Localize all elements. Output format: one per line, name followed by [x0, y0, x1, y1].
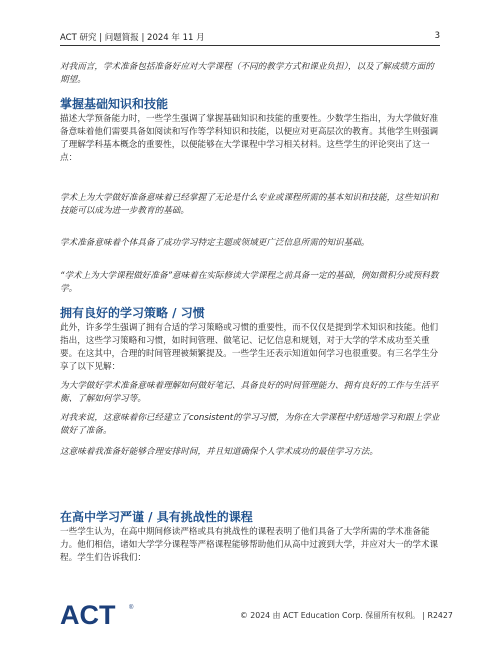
- quote-knowledge-1: 学术上为大学做好准备意味着已经掌握了无论是什么专业或课程所需的基本知识和技能，这些知识和技能可以成为进一步教育的基础。: [60, 193, 439, 216]
- act-logo-text: ACT: [60, 601, 116, 627]
- section-body-knowledge: 描述大学预备能力时，一些学生强调了掌握基础知识和技能的重要性。少数学生指出，为大学做好准备意味着他们需要具备如阅读和写作等学科知识和技能，以便应对更高层次的教育。其他学生则强调了理解学科基本概念的重要性，以便能够在大学课程中学习相关材料。这些学生的评论突出了这一点：: [60, 114, 439, 163]
- section-body-habits: 此外，许多学生强调了拥有合适的学习策略或习惯的重要性，而不仅仅是提到学术知识和技能。他们指出，这些学习策略和习惯，如时间管理、做笔记、记忆信息和规划，对于大学的学术成功至关重要。在这其中，合理的时间管理被频繁提及。一些学生还表示知道如何学习也很重要。有三名学生分享了以下见解：: [60, 323, 439, 372]
- section-heading-knowledge: 掌握基础知识和技能: [60, 97, 169, 111]
- header-title: ACT 研究 | 问题简报 | 2024 年 11 月: [60, 33, 205, 43]
- section-body-rigor: 一些学生认为，在高中期间修读严格或具有挑战性的课程表明了他们具备了大学所需的学术准备能力。他们相信，诸如大学学分课程等严格课程能够帮助他们从高中过渡到大学，并应对大一的学术课程。学生们告诉我们：: [60, 527, 439, 563]
- footer-copyright: © 2024 由 ACT Education Corp. 保留所有权利。 | R2427: [240, 611, 453, 620]
- quote-knowledge-2: 学术准备意味着个体具备了成功学习特定主题或领域更广泛信息所需的知识基础。: [60, 238, 370, 248]
- page-header: [60, 31, 440, 45]
- quote-habits-3: 这意味着我准备好能够合理安排时间，并且知道确保个人学术成功的最佳学习方法。: [60, 447, 378, 457]
- section-heading-habits: 拥有良好的学习策略 / 习惯: [60, 306, 205, 320]
- quote-knowledge-3: “学术上为大学课程做好准备”意味着在实际修读大学课程之前具备一定的基础，例如微积分或预科数学。: [60, 271, 439, 294]
- svg-text:®: ®: [129, 605, 134, 611]
- quote-habits-2: 对我来说，这意味着你已经建立了consistent的学习习惯，为你在大学课程中舒适地学习和跟上学业做好了准备。: [60, 413, 440, 436]
- section-heading-rigor: 在高中学习严谨 / 具有挑战性的课程: [60, 510, 253, 524]
- intro-quote: 对我而言，学术准备包括准备好应对大学课程（不同的教学方式和课业负担），以及了解成绩方面的期望。: [60, 62, 434, 85]
- page-number: 3: [434, 31, 440, 41]
- act-logo: [60, 601, 144, 627]
- quote-habits-1: 为大学做好学术准备意味着理解如何做好笔记、具备良好的时间管理能力、拥有良好的工作与生活平衡、了解如何学习等。: [60, 381, 439, 404]
- header-divider: [60, 45, 440, 46]
